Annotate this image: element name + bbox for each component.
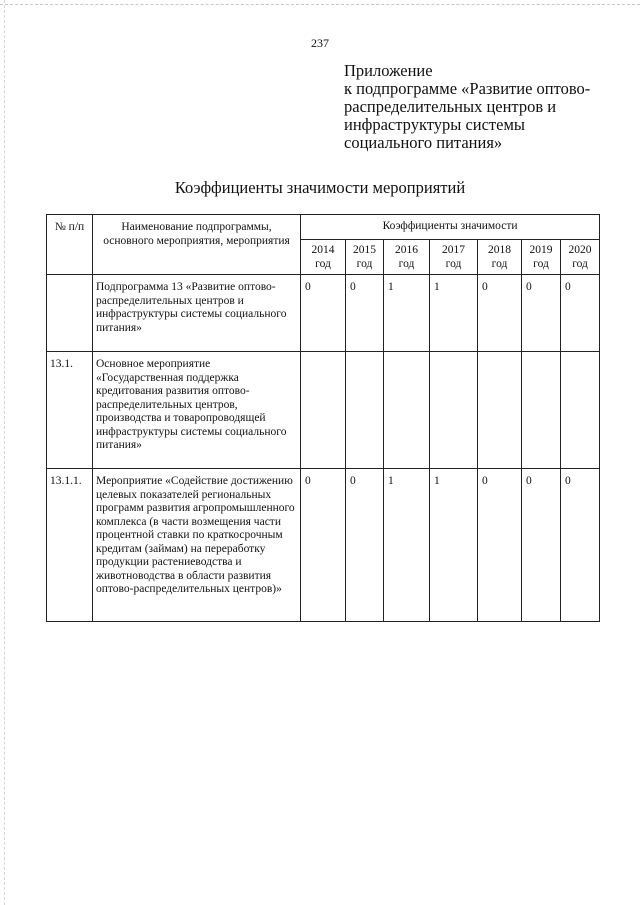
row-value <box>561 352 600 469</box>
row-value <box>478 352 522 469</box>
table-header-row <box>47 215 600 240</box>
row-value: 1 <box>430 275 478 352</box>
header-year: 2016 год <box>384 240 430 275</box>
appendix-line: инфраструктуры системы <box>344 115 525 134</box>
row-value: 0 <box>522 275 561 352</box>
row-value: 0 <box>301 469 346 622</box>
header-year: 2014 год <box>301 240 346 275</box>
row-value <box>384 352 430 469</box>
row-value: 0 <box>561 469 600 622</box>
header-year: 2019 год <box>522 240 561 275</box>
document-title: Коэффициенты значимости мероприятий <box>174 178 466 197</box>
page-number: 237 <box>311 36 329 50</box>
row-name: Мероприятие «Содействие достижению целевых показателей региональных программ развития агропромышленного комплекса (в части возмещения части процентной ставки по краткосрочным кредитам (займам) на переработку продукции растениеводства и животноводства в области развития оптово-распределительных центров)» <box>93 469 301 622</box>
header-year: 2017 год <box>430 240 478 275</box>
page-top-scan-edge <box>0 4 640 5</box>
row-number: 13.1. <box>47 352 93 469</box>
header-number: № п/п <box>47 215 93 275</box>
row-value: 0 <box>301 275 346 352</box>
row-value <box>430 352 478 469</box>
row-number <box>47 275 93 352</box>
row-value <box>301 352 346 469</box>
row-number: 13.1.1. <box>47 469 93 622</box>
appendix-line: социального питания» <box>344 133 503 152</box>
appendix-line: распределительных центров и <box>344 97 557 116</box>
header-name: Наименование подпрограммы, основного мероприятия, мероприятия <box>93 215 301 275</box>
row-value <box>522 352 561 469</box>
row-value: 1 <box>384 275 430 352</box>
row-value: 0 <box>478 469 522 622</box>
row-value: 0 <box>478 275 522 352</box>
header-year: 2020 год <box>561 240 600 275</box>
header-coefficients: Коэффициенты значимости <box>301 215 600 240</box>
table-row <box>47 469 600 622</box>
table-row <box>47 352 600 469</box>
row-value: 0 <box>346 275 384 352</box>
coefficients-table <box>46 214 600 622</box>
row-value: 0 <box>346 469 384 622</box>
table-row <box>47 275 600 352</box>
appendix-line: Приложение <box>344 61 433 80</box>
row-name: Основное мероприятие «Государственная поддержка кредитования развития оптово-распределительных центров, производства и товаропроводящей инфраструктуры системы социального питания» <box>93 352 301 469</box>
row-value <box>346 352 384 469</box>
appendix-reference <box>344 62 634 152</box>
row-name: Подпрограмма 13 «Развитие оптово-распределительных центров и инфраструктуры системы социального питания» <box>93 275 301 352</box>
header-year: 2018 год <box>478 240 522 275</box>
row-value: 0 <box>561 275 600 352</box>
appendix-line: к подпрограмме «Развитие оптово- <box>344 79 591 98</box>
row-value: 1 <box>430 469 478 622</box>
header-year: 2015 год <box>346 240 384 275</box>
page-left-scan-edge <box>4 0 5 905</box>
row-value: 1 <box>384 469 430 622</box>
row-value: 0 <box>522 469 561 622</box>
